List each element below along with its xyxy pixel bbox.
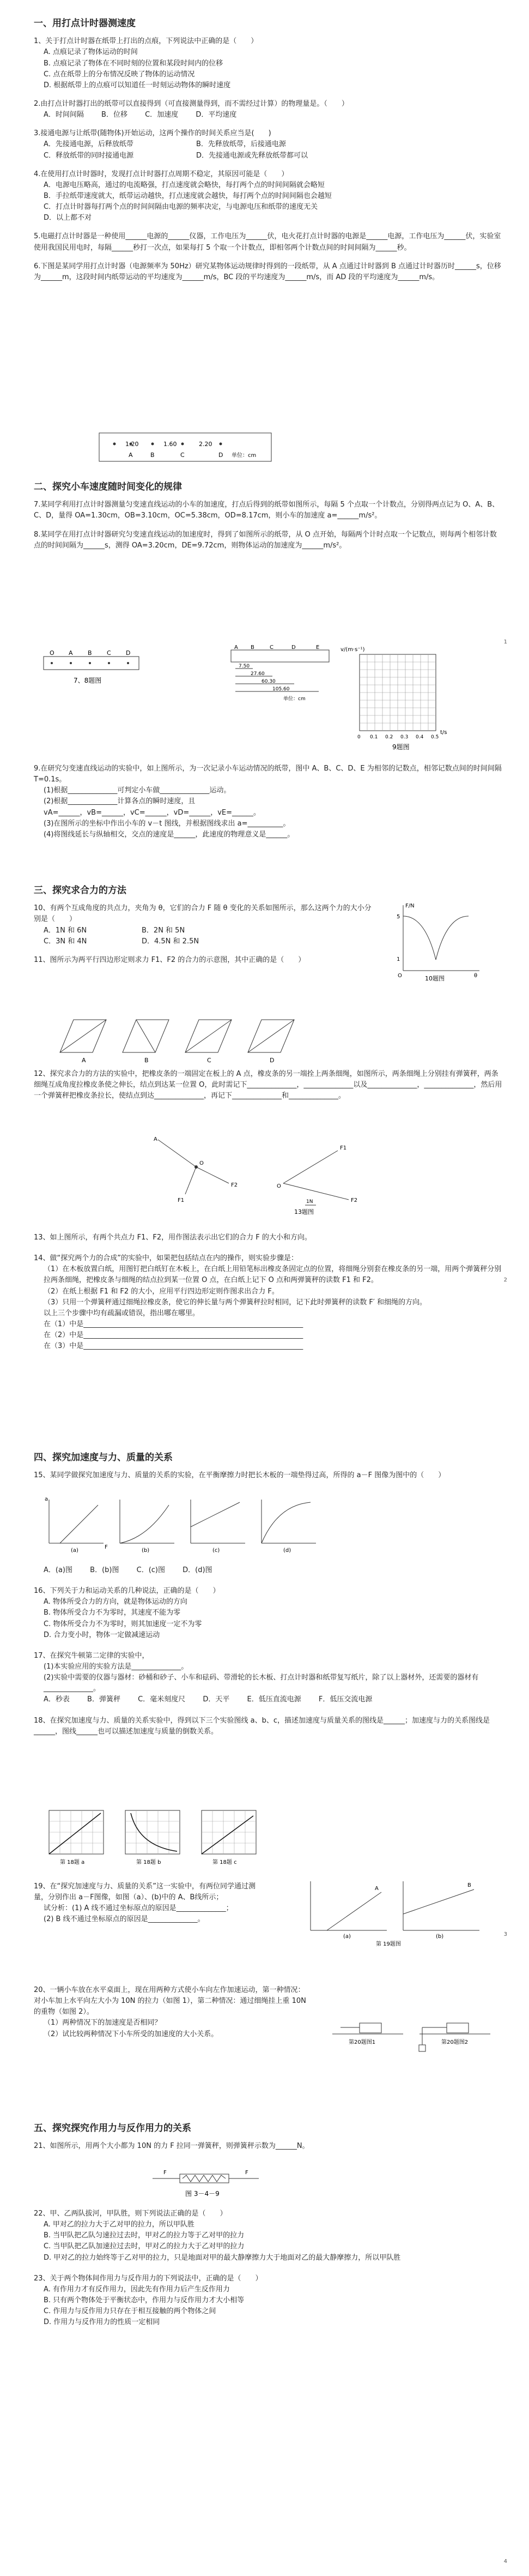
sub-question: (4)将图线延长与纵轴相交，交点的速度是______，此速度的物理意义是______。: [44, 830, 295, 839]
option: C．3N 和 4N: [44, 937, 87, 946]
content-s5: [34, 2121, 502, 2155]
option: A．时间间隔: [44, 111, 84, 119]
page-number: 4: [503, 2559, 507, 2565]
option: D. 合力变小时，物体一定做减速运动: [44, 1630, 160, 1639]
graph-label: F/N: [405, 903, 415, 909]
option: B. 只有两个物体处于平衡状态中，作用力与反作用力才大小相等: [44, 2296, 245, 2304]
question-7: [34, 499, 502, 521]
sub-question: （1）两种情况下的加速度是否相同？: [44, 2019, 162, 2027]
graph-label: 5: [397, 914, 400, 920]
option: B. 当甲队把乙队匀速拉过去时，甲对乙的拉力等于乙对甲的拉力: [44, 2231, 245, 2240]
page-number: 1: [503, 639, 507, 645]
sub-question: (2) B 线不通过坐标原点的原因是______________。: [44, 1915, 205, 1924]
figure-caption: 第20题图1: [349, 2039, 376, 2045]
option: D．平均速度: [196, 111, 237, 119]
option: C．打点计时器每打两个点的时间间隔由电源的频率决定，与电源电压和纸带的速度无关: [44, 203, 318, 212]
dim-label: 7.50: [239, 664, 250, 669]
section-title-4: 四、探究加速度与力、质量的关系: [34, 1452, 173, 1463]
option: E．低压直流电源: [247, 1695, 301, 1704]
question-stem: 21、如图所示，用两个大小都为 10N 的力 F 拉同一弹簧秤，则弹簧秤示数为______N。: [34, 2142, 309, 2151]
tape-seg: 1.20: [125, 441, 139, 448]
figure-caption: 图 3－4－9: [185, 2190, 220, 2198]
axis-label: t/s: [440, 730, 447, 736]
curve: [403, 916, 469, 960]
tick-label: 0.3: [400, 735, 409, 740]
option: C. 物体所受合力不为零时，则其加速度一定不为零: [44, 1620, 202, 1628]
option: B．手拉纸带速度就大，纸带运动越快，打点速度就会越快，每打两个点的时间间隔也会越短: [44, 192, 332, 201]
fig-label: A: [154, 1136, 157, 1142]
parallelogram-d: [248, 1020, 294, 1052]
option: D．(d)图: [183, 1566, 212, 1574]
tape-dot: [113, 443, 116, 446]
tape-label: D: [291, 645, 296, 651]
fig-label: (a): [343, 1934, 351, 1940]
tape-label: O: [50, 649, 54, 657]
option: B. 点痕记录了物体在不同时刻的位置和某段时间内的位移: [44, 59, 223, 68]
figure-caption: 第20题图2: [441, 2039, 469, 2045]
graph-18b: [125, 1810, 180, 1854]
figure-caption: 第 18题 a: [60, 1859, 85, 1865]
tape-figure-78: [41, 649, 144, 687]
question-stem: 17、在探究牛顿第二定律的实验中，: [34, 1651, 149, 1660]
figure-caption: 10题图: [425, 975, 445, 982]
content-q9: [34, 763, 502, 844]
figure-18: [44, 1805, 272, 1870]
figure-21: [147, 2168, 267, 2200]
tape-label: B: [251, 645, 254, 651]
sub-question: 试分析：(1) A 线不通过坐标原点的原因是______________；: [44, 1904, 233, 1913]
question-stem: 11、图所示为两平行四边形定则求力 F1、F2 的合力的示意图，其中正确的是（ ）: [34, 955, 306, 964]
question-8: [34, 529, 502, 551]
force-figure-13: [283, 1151, 349, 1205]
tape-label: A: [234, 645, 238, 651]
choice-label: A: [82, 1057, 86, 1063]
option: A. 点痕记录了物体运动的时间: [44, 48, 138, 57]
content-s4: [34, 1450, 502, 1484]
question-stem: 6.下图是某同学用打点计时器（电源频率为 50Hz）研究某物体运动规律时得到的一段纸带，从 A 点通过计时器到 B 点通过计时器历时______s，位移为______m，这段时间内纸带运动的平均速度为______m/s，BC 段的平均速度为______m/s，而 AD 段的平均速度为______m/s。: [34, 262, 501, 281]
option: C．加速度: [145, 111, 179, 119]
figure-caption: 7、8题图: [74, 677, 102, 684]
tape-dot: [108, 662, 110, 664]
fig-label: (a): [71, 1548, 78, 1554]
figure-20: [327, 2007, 501, 2056]
cart-figure-2: [419, 2023, 490, 2051]
fig-label: a: [45, 1496, 48, 1502]
content-q12: [34, 1069, 502, 1105]
tick-label: 0: [357, 735, 361, 740]
question-2: [34, 99, 502, 121]
sub-question: vA=______，vB=______，vC=______，vD=______，vE=______。: [44, 808, 261, 817]
option: F．低压交流电源: [318, 1695, 373, 1704]
step: 以上三个步骤中均有疏漏或错误，指出哪在哪里。: [44, 1309, 200, 1317]
graph-label: 1: [397, 956, 400, 962]
step: （2）在纸上根据 F1 和 F2 的大小，应用平行四边形定则作图求出合力 F。: [44, 1287, 279, 1296]
step: （1）在木板放置白纸，用图钉把白纸钉在木板上，在白纸上用铅笔标出橡皮条固定点的位置，将细绳分别套在橡皮条的另一端，用两个弹簧秤分别拉两条细绳，把橡皮条与细绳的结点拉到某一位置 O 点，在白纸上记下 O 点和两弹簧秤的读数 F1 和 F2。: [44, 1265, 502, 1285]
fig-label: F1: [178, 1197, 185, 1203]
tape-outline: [231, 650, 329, 662]
content: [34, 16, 502, 286]
axis-label: v/(m·s⁻¹): [340, 647, 365, 653]
question-18: [34, 1716, 502, 1737]
option: A．电源电压略高，通过的电流略强，打点速度就会略快，每打两个点的时间间隔就会略短: [44, 180, 325, 189]
question-stem: 18、在探究加速度与力、质量的关系实验中，得到以下三个实验图线 a、b、c，描述加速度与质量关系的图线是______；加速度与力的关系图线是______，图线______也可以描述加速度与质量的倒数关系。: [34, 1716, 490, 1736]
tape-outline: [44, 657, 139, 670]
option: D. 根据纸带上的点痕可以知道任一时刻运动物体的瞬时速度: [44, 81, 231, 89]
section-title-1: 一、用打点计时器测速度: [34, 18, 136, 29]
question-stem: 12、探究求合力的方法的实验中，把橡皮条的一端固定在板上的 A 点，橡皮条的另一端拴上两条细绳，如图所示，两条细绳上分别挂有弹簧秤，两条细绳互成角度拉橡皮条使之伸长，结点到达某一位置 O，此时需记下______________，______________以及______________，______________，然后用一个弹簧秤把橡皮条拉长，使结点到达______________，再记下______________和______________。: [34, 1070, 502, 1100]
content-q22-23: [34, 2208, 502, 2331]
question-10: [34, 903, 372, 947]
question-15: [34, 1470, 502, 1481]
tape-label: A: [69, 649, 73, 657]
option: A. 有作用力才有反作用力，因此先有作用力后产生反作用力: [44, 2285, 230, 2294]
tape-label: D: [126, 649, 131, 657]
question-stem: 8.某同学在用打点计时器研究匀变速直线运动的加速度时，得到了如图所示的纸带，从 O 点开始，每隔两个计时点取一个记数点，则每两个相邻计数点的时间间隔为______s，测得 OA=3.20cm，DE=9.72cm，则物体运动的加速度为______m/s²。: [34, 530, 497, 550]
cart-figure-1: [332, 2023, 403, 2034]
content-q15-opts: [34, 1565, 502, 1741]
figure-caption: 9题图: [392, 743, 410, 751]
figure-9: [229, 643, 469, 753]
graph-label: θ: [474, 973, 478, 979]
content-q19: [34, 1881, 268, 1929]
dim-label: 60.30: [262, 679, 276, 684]
question-stem: 1、关于打点计时器在纸带上打出的点痕，下列说法中正确的是（ ）: [34, 37, 258, 46]
option: D. 甲对乙的拉力始终等于乙对甲的拉力，只是地面对甲的最大静摩擦力大于地面对乙的最大静摩擦力，所以甲队胜: [44, 2253, 401, 2262]
tape-label: A: [129, 452, 133, 459]
option: C．毫米刻度尺: [138, 1695, 186, 1704]
answer-line: 在（2）中是______________________________________________________________: [44, 1331, 303, 1340]
question-11: [34, 955, 372, 966]
question-5: [34, 231, 502, 253]
question-13: [34, 1232, 502, 1243]
choice-label: C: [207, 1057, 211, 1063]
section-title-3: 三、探究求合力的方法: [34, 885, 126, 896]
tape-label: B: [88, 649, 92, 657]
tick-label: 0.4: [416, 735, 424, 740]
option: A．秒表: [44, 1695, 70, 1704]
question-12: [34, 1069, 502, 1102]
tick-label: 0.2: [385, 735, 393, 740]
option: C. 点在纸带上的分布情况反映了物体的运动情况: [44, 70, 195, 79]
question-1: [34, 36, 502, 91]
content-q20: [34, 1985, 306, 2043]
figure-caption: 13题图: [294, 1208, 314, 1215]
question-9: [34, 763, 502, 840]
question-23: [34, 2273, 502, 2328]
tape-dot: [51, 662, 53, 664]
option: A. 甲对乙的拉力大于乙对甲的拉力，所以甲队胜: [44, 2220, 194, 2229]
tape-unit: 单位：cm: [232, 453, 257, 459]
page-number: 2: [503, 1277, 507, 1283]
option: C．释放纸带的同时接通电源: [44, 151, 134, 160]
question-stem: 23、关于两个物体间作用力与反作用力的下列说法中，正确的是（ ）: [34, 2274, 263, 2283]
question-stem: 4.在使用打点计时器时，发现打点计时器打点周期不稳定，其原因可能是（ ）: [34, 170, 289, 178]
choice-label: B: [144, 1057, 149, 1063]
tape-dot: [151, 443, 154, 446]
figure-15: [44, 1494, 338, 1554]
tape-dot: [70, 662, 72, 664]
question-stem: 20、一辆小车放在水平桌面上，现在用两种方式使小车向左作加速运动，第一种情况：对小车加上水平向左大小为 10N 的拉力（如图 1），第二种情况：通过细绳挂上重 10N 的重物（如图 2）。: [34, 1986, 306, 2017]
step: （3）只用一个弹簧秤通过细绳拉橡皮条，使它的伸长量与两个弹簧秤拉时相同，记下此时弹簧秤的读数 F′ 和细绳的方向。: [44, 1298, 427, 1307]
sub-question: （2）试比较两种情况下小车所受的加速度的大小关系。: [44, 2030, 218, 2038]
unit-label: 单位：cm: [283, 696, 306, 702]
question-19: [34, 1881, 268, 1925]
figure-12-13: [153, 1134, 403, 1216]
fig-label: O: [199, 1160, 204, 1166]
option: C．(c)图: [136, 1566, 165, 1574]
question-stem: 3.接通电源与让纸带(随物体)开始运动，这两个操作的时间关系应当是( ): [34, 129, 271, 138]
sub-question: (3)在图所示的坐标中作出小车的 v－t 图线，并根据图线求出 a=__________。: [44, 819, 290, 828]
fig-label: 1N: [306, 1199, 313, 1205]
option: A．先接通电源，后释放纸带: [44, 140, 133, 149]
graph-a: [49, 1500, 104, 1543]
fig-label: O: [277, 1183, 281, 1189]
figure-19: [305, 1876, 490, 1947]
fig-label: F2: [351, 1197, 358, 1203]
graph-b: [120, 1500, 174, 1543]
graph-d: [262, 1500, 316, 1543]
option: D．以上都不对: [44, 214, 92, 222]
option: B．弹簧秤: [87, 1695, 120, 1704]
question-21: [34, 2141, 502, 2152]
fig-label: F: [245, 2170, 248, 2176]
tape-seg: 1.60: [163, 441, 177, 448]
graph-label: O: [398, 973, 402, 979]
dim-label: 105.60: [272, 687, 290, 692]
section-title-5: 五、探究探究作用力与反作用力的关系: [34, 2123, 191, 2134]
content-q13-14: [34, 1232, 502, 1355]
fig-label: (c): [212, 1548, 220, 1554]
option: D．先接通电源或先释放纸带都可以: [196, 151, 308, 160]
tape-seg: 2.20: [199, 441, 212, 448]
tick-label: 0.1: [370, 735, 378, 740]
parallelogram-c: [185, 1020, 232, 1052]
option: C. 作用力与反作用力只存在于相互接触的两个物体之间: [44, 2307, 216, 2316]
figure-caption: 第 18题 b: [136, 1859, 161, 1865]
content-s2: [34, 480, 502, 555]
question-4: [34, 169, 502, 224]
graph-18c: [202, 1810, 256, 1854]
sub-question: (2)根据______________计算各点的瞬时速度，且: [44, 797, 196, 806]
question-stem: 16、下列关于力和运动关系的几种说法，正确的是（ ）: [34, 1587, 220, 1596]
option: D. 作用力与反作用力的性质一定相同: [44, 2318, 160, 2327]
question-stem: 7.某同学利用打点计时器测量匀变速直线运动的小车的加速度，打点后得到的纸带如图所示，每隔 5 个点取一个计数点，分别得两点记为 O、A、B、C、D，量得 OA=1.30cm，OB=3.10cm，OC=5.38cm，OD=8.17cm，则小车的加速度 a=______m/s²。: [34, 501, 500, 520]
question-3: [34, 128, 502, 161]
fig-label: (d): [283, 1548, 291, 1554]
tape-label: E: [316, 645, 320, 651]
tape-dot: [127, 662, 129, 664]
question-16: [34, 1586, 502, 1641]
question-20: [34, 1985, 306, 2040]
option: D．4.5N 和 2.5N: [142, 937, 199, 946]
answer-line: 在（1）中是______________________________________________________________: [44, 1320, 303, 1328]
option: C. 当甲队把乙队加速拉过去时，甲对乙的拉力大于乙对甲的拉力: [44, 2242, 245, 2251]
tape-label: C: [107, 649, 111, 657]
tape-dot: [89, 662, 91, 664]
option: B．先释放纸带，后接通电源: [196, 140, 286, 149]
apparatus-figure-12: [158, 1140, 229, 1194]
dim-label: 27.60: [251, 671, 265, 677]
question-stem: 14、做“探究两个力的合成”的实验中，如果把包括结点在内的操作，则实验步骤是：: [34, 1254, 299, 1263]
page-number: 3: [503, 1931, 507, 1937]
option: A. 物体所受合力的方向，就是物体运动的方向: [44, 1598, 187, 1606]
figure-caption: 第 19题图: [376, 1941, 401, 1947]
v-t-grid: [360, 654, 436, 731]
fig-label: F: [105, 1544, 108, 1550]
choice-label: D: [270, 1057, 275, 1063]
fig-label: F2: [231, 1182, 238, 1188]
sub-question: (1)本实验应用的实验方法是______________。: [44, 1662, 189, 1671]
tick-label: 0.5: [431, 735, 439, 740]
option: B．位移: [101, 111, 127, 119]
tape-label: C: [180, 452, 185, 459]
tape-label: C: [270, 645, 273, 651]
option: D．天平: [203, 1695, 230, 1704]
option: A．(a)图: [44, 1566, 73, 1574]
tape-dot: [181, 443, 184, 446]
question-17: [34, 1651, 502, 1706]
figure-11: [54, 1003, 305, 1063]
option: B. 物体所受合力不为零时，其速度不能为零: [44, 1609, 181, 1617]
question-6: [34, 261, 502, 283]
sub-question: (2)实验中需要的仪器与器材：砂桶和砂子、小车和砝码、带滑轮的长木板、打点计时器和纸带复写纸片，除了以上器材外，还需要的器材有______________。: [44, 1674, 479, 1693]
section-title-2: 二、探究小车速度随时间变化的规律: [34, 482, 182, 492]
figure-caption: 第 18题 c: [212, 1859, 237, 1865]
question-stem: 2.由打点计时器打出的纸带可以直接得到（可直接测量得到，而不需经过计算）的物理量是。（ ）: [34, 100, 349, 109]
graph-c: [191, 1500, 245, 1543]
fig-label: F1: [340, 1145, 347, 1151]
figure-10: [392, 900, 485, 982]
fig-label: B: [467, 1882, 471, 1888]
tape-label: B: [150, 452, 155, 459]
question-stem: 13、如上图所示，有两个共点力 F1、F2，用作图法表示出它们的合力 F 的大小和方向。: [34, 1233, 312, 1242]
fig-label: (b): [142, 1548, 150, 1554]
fig-label: (b): [436, 1934, 444, 1940]
question-14: [34, 1253, 502, 1352]
option: A．1N 和 6N: [44, 926, 87, 935]
question-stem: 10、有两个互成角度的共点力，夹角为 θ，它们的合力 F 随 θ 变化的关系如图所示，那么这两个力的大小分别是（ ）: [34, 904, 372, 924]
parallelogram-b: [123, 1020, 169, 1052]
sub-question: (1)根据______________可判定小车做______________运动。: [44, 786, 231, 795]
question-stem: 19、在“探究加速度与力、质量的关系”这一实验中，有两位同学通过测量，分别作出 a－F图像，如图（a）、(b)中的 A、B线所示；: [34, 1882, 256, 1902]
question-15-options: [44, 1565, 502, 1576]
tape-dot: [220, 443, 222, 446]
tape-label: D: [218, 452, 223, 459]
fig-label: A: [375, 1886, 379, 1892]
graph-18a: [49, 1810, 104, 1854]
question-stem: 15、某同学做探究加速度与力、质量的关系的实验，在平衡摩擦力时把长木板的一端垫得过高，所得的 a－F 图像为图中的（ ）: [34, 1471, 446, 1480]
option: B．(b)图: [90, 1566, 119, 1574]
option: B．2N 和 5N: [142, 926, 185, 935]
answer-line: 在（3）中是______________________________________________________________: [44, 1342, 303, 1351]
question-stem: 9.在研究匀变速直线运动的实验中，如上图所示，为一次记录小车运动情况的纸带，图中 A、B、C、D、E 为相邻的记数点，相邻记数点间的时间间隔 T=0.1s。: [34, 765, 502, 784]
fig-label: F: [163, 2170, 167, 2176]
question-22: [34, 2208, 502, 2264]
parallelogram-a: [60, 1020, 106, 1052]
question-stem: 22、甲、乙两队拔河，甲队胜，则下列说法正确的是（ ）: [34, 2210, 227, 2218]
tape-figure-6: [98, 432, 272, 462]
graph-19b: [403, 1881, 479, 1930]
question-stem: 5.电磁打点计时器是一种使用______电源的______仪器，工作电压为______伏，电火花打点计时器的电源是______电源，工作电压为______伏，实验室使用我国民用电时，每隔______秒打一次点，如果每打 5 个取一个计数点，即相邻两个计数点间的时间间隔为______秒。: [34, 232, 501, 252]
